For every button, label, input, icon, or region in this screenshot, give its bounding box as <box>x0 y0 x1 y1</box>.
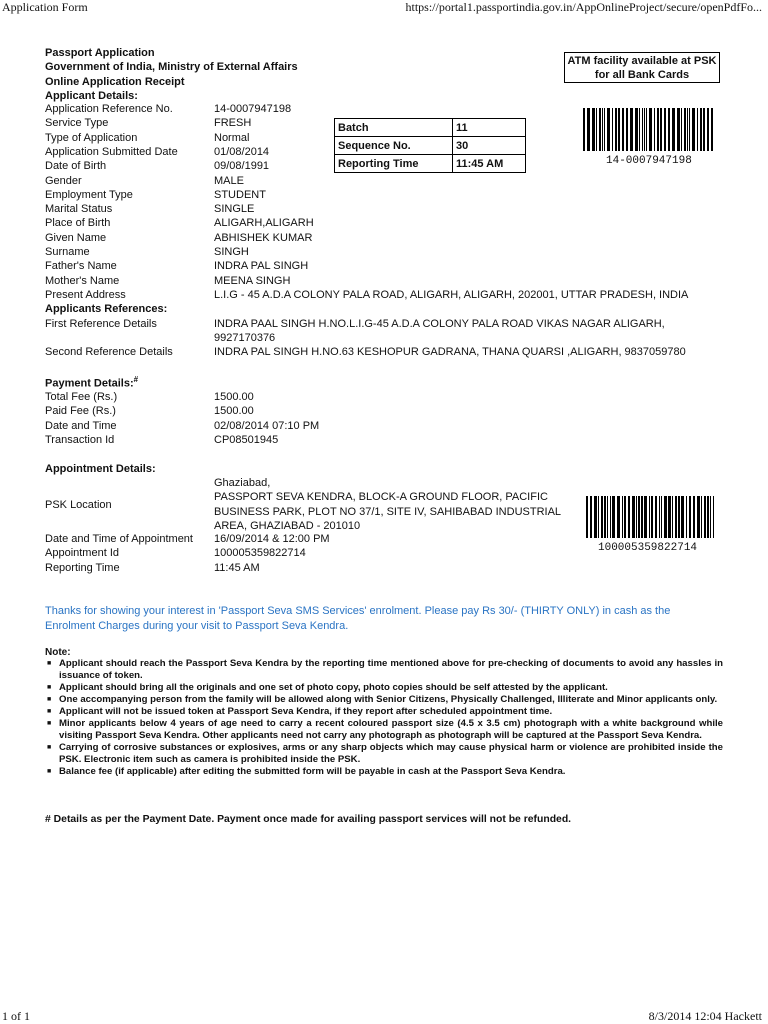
barcode-bar <box>661 496 662 538</box>
detail-value: FRESH <box>214 117 252 130</box>
barcode-bar <box>693 496 695 538</box>
header-line-4: Applicant Details: <box>45 89 138 102</box>
barcode-bar <box>610 496 611 538</box>
batch-value: 11 <box>453 119 526 137</box>
header-line-2: Government of India, Ministry of External Affairs <box>45 61 298 74</box>
refund-footnote: # Details as per the Payment Date. Payment once made for availing passport services will not be refunded. <box>45 814 572 825</box>
applicant-details <box>45 103 725 303</box>
sequence-label: Sequence No. <box>335 137 453 155</box>
barcode-bar <box>644 496 647 538</box>
sms-notice-line-1: Thanks for showing your interest in 'Passport Seva SMS Services' enrolment. Please pay Rs 30/- (THIRTY ONLY) in cash as the <box>45 605 671 617</box>
barcode-bar <box>622 496 623 538</box>
payment-details <box>45 391 445 449</box>
sms-service-notice <box>45 604 715 634</box>
note-item: ■ Applicant should reach the Passport Seva Kendra by the reporting time mentioned above for pre-checking of documents to avoid any hassles in issuance of token. <box>45 658 723 682</box>
barcode-bar <box>678 496 680 538</box>
barcode-bar <box>590 496 592 538</box>
note-item: ■ Applicant should bring all the originals and one set of photo copy, photo copies should be self attested by the applicant. <box>45 682 723 694</box>
detail-label: Date of Birth <box>45 160 107 173</box>
second-reference-label: Second Reference Details <box>45 346 173 358</box>
barcode-bar <box>675 496 677 538</box>
note-item: ■ Applicant will not be issued token at Passport Seva Kendra, if they report after scheduled appointment time. <box>45 706 723 718</box>
detail-value: Normal <box>214 131 250 144</box>
first-reference-line-1: INDRA PAAL SINGH H.NO.L.I.G-45 A.D.A COLONY PALA ROAD VIKAS NAGAR ALIGARH, <box>214 318 665 330</box>
barcode-bar <box>636 496 637 538</box>
psk-location-value <box>214 476 561 533</box>
detail-value: SINGLE <box>214 203 255 216</box>
detail-label: Application Submitted Date <box>45 145 178 158</box>
detail-label: Type of Application <box>45 131 138 144</box>
barcode-bar <box>664 496 667 538</box>
print-timestamp: 8/3/2014 12:04 Hackett <box>648 1009 762 1023</box>
appointment-barcode <box>586 496 716 538</box>
barcode-bar <box>632 496 635 538</box>
appointment-label: Date and Time of Appointment <box>45 533 193 545</box>
detail-label: Father's Name <box>45 260 117 273</box>
detail-label: Surname <box>45 246 90 258</box>
barcode-bar <box>649 496 650 538</box>
barcode-bar <box>604 496 606 538</box>
note-item: ■ Balance fee (if applicable) after editing the submitted form will be payable in cash at the Passport Seva Kendra. <box>45 766 723 778</box>
payment-label: Total Fee (Rs.) <box>45 391 118 403</box>
barcode-bar <box>651 496 653 538</box>
barcode-bar <box>655 496 657 538</box>
sms-notice-line-2: Enrolment Charges during your visit to Passport Seva Kendra. <box>45 620 349 632</box>
detail-label: Given Name <box>45 231 107 244</box>
application-barcode-text: 14-0007947198 <box>606 155 692 167</box>
payment-value: 1500.00 <box>214 405 254 418</box>
barcode-bar <box>681 496 684 538</box>
barcode-bar <box>689 496 691 538</box>
browser-url[interactable]: https://portal1.passportindia.gov.in/AppOnlineProject/secure/openPdfFo... <box>405 0 762 14</box>
batch-label: Batch <box>335 119 453 137</box>
payment-label: Transaction Id <box>45 433 115 446</box>
appointment-value: 11:45 AM <box>214 561 260 574</box>
page-count: 1 of 1 <box>2 1009 30 1023</box>
appointment-title: Appointment Details: <box>45 463 156 475</box>
detail-label: Employment Type <box>45 188 133 201</box>
appointment-details <box>45 533 445 577</box>
appointment-label: Reporting Time <box>45 561 120 574</box>
atm-line-1: ATM facility available at PSK <box>567 55 717 67</box>
psk-line-1: Ghaziabad, <box>214 477 271 489</box>
detail-label: Mother's Name <box>45 274 120 287</box>
barcode-bar <box>672 496 673 538</box>
barcode-bar <box>607 496 608 538</box>
detail-label: Place of Birth <box>45 217 111 230</box>
detail-value: MALE <box>214 174 244 187</box>
header-line-1: Passport Application <box>45 47 155 59</box>
notes-list <box>45 658 723 778</box>
payment-value: CP08501945 <box>214 433 279 446</box>
appointment-barcode-text: 100005359822714 <box>598 542 698 554</box>
atm-notice-box <box>564 52 720 83</box>
payment-footnote-mark: # <box>133 375 139 384</box>
browser-title: Application Form <box>2 0 88 14</box>
barcode-bar <box>659 496 660 538</box>
payment-value: 02/08/2014 07:10 PM <box>214 419 320 432</box>
reporting-value: 11:45 AM <box>453 155 526 173</box>
barcode-bar <box>704 496 706 538</box>
note-title: Note: <box>45 647 71 658</box>
payment-label: Paid Fee (Rs.) <box>45 405 116 418</box>
references-title: Applicants References: <box>45 303 168 315</box>
reporting-label: Reporting Time <box>335 155 453 173</box>
detail-label: Application Reference No. <box>45 103 173 115</box>
barcode-bar <box>707 496 709 538</box>
detail-value: ABHISHEK KUMAR <box>214 231 313 244</box>
appointment-label: Appointment Id <box>45 547 119 560</box>
first-reference-value <box>214 317 665 346</box>
barcode-bar <box>697 496 700 538</box>
barcode-bar <box>594 496 597 538</box>
appointment-value: 100005359822714 <box>214 547 306 560</box>
barcode-bar <box>686 496 687 538</box>
detail-value: L.I.G - 45 A.D.A COLONY PALA ROAD, ALIGARH, ALIGARH, 202001, UTTAR PRADESH, INDIA <box>214 288 689 301</box>
barcode-bar <box>628 496 630 538</box>
payment-title-text: Payment Details: <box>45 377 134 390</box>
barcode-bar <box>601 496 603 538</box>
note-item: ■ Minor applicants below 4 years of age need to carry a recent coloured passport size (4.5 x 3.5 cm) photograph with a white background while visiting Passport Seva Kendra. Other applicants need not carry any photograph as photograph will be captured at the Passport Seva Kendra. <box>45 718 723 742</box>
barcode-bar <box>668 496 671 538</box>
detail-value: STUDENT <box>214 188 266 201</box>
detail-value: 01/08/2014 <box>214 145 270 158</box>
psk-line-4: AREA, GHAZIABAD - 201010 <box>214 519 361 532</box>
psk-location-label: PSK Location <box>45 499 112 511</box>
detail-value: ALIGARH,ALIGARH <box>214 217 314 230</box>
note-item: ■ Carrying of corrosive substances or explosives, arms or any sharp objects which may cause physical harm or violence are prohibited inside the PSK. Electronic item such as camera is prohibited inside the PSK. <box>45 742 723 766</box>
detail-label: Present Address <box>45 288 126 301</box>
detail-label: Gender <box>45 174 82 187</box>
barcode-bar <box>586 496 588 538</box>
first-reference-line-2: 9927170376 <box>214 332 276 345</box>
detail-value: INDRA PAL SINGH <box>214 260 309 273</box>
barcode-bar <box>617 496 620 538</box>
second-reference-value: INDRA PAL SINGH H.NO.63 KESHOPUR GADRANA, THANA QUARSI ,ALIGARH, 9837059780 <box>214 346 686 358</box>
appointment-value: 16/09/2014 & 12:00 PM <box>214 533 330 545</box>
first-reference-label: First Reference Details <box>45 318 157 330</box>
barcode-bar <box>641 496 643 538</box>
detail-value: 14-0007947198 <box>214 103 292 115</box>
detail-value: SINGH <box>214 246 249 258</box>
psk-line-3: BUSINESS PARK, PLOT NO 37/1, SITE IV, SAHIBABAD INDUSTRIAL <box>214 505 562 518</box>
payment-title <box>45 375 138 390</box>
note-item: ■ One accompanying person from the family will be allowed along with Senior Citizens, Physically Challenged, Illiterate and Minor applicants only. <box>45 694 723 706</box>
detail-value: 09/08/1991 <box>214 160 270 173</box>
payment-value: 1500.00 <box>214 391 254 403</box>
barcode-bar <box>638 496 640 538</box>
sequence-value: 30 <box>453 137 526 155</box>
atm-line-2: for all Bank Cards <box>594 69 690 81</box>
barcode-bar <box>624 496 626 538</box>
header-line-3: Online Application Receipt <box>45 75 185 88</box>
psk-line-2: PASSPORT SEVA KENDRA, BLOCK-A GROUND FLOOR, PACIFIC <box>214 491 548 504</box>
detail-value: MEENA SINGH <box>214 274 291 287</box>
barcode-bar <box>598 496 599 538</box>
barcode-bar <box>713 496 714 538</box>
barcode-bar <box>710 496 711 538</box>
barcode-bar <box>701 496 702 538</box>
detail-label: Service Type <box>45 117 109 130</box>
detail-label: Marital Status <box>45 203 113 216</box>
payment-label: Date and Time <box>45 419 117 432</box>
receipt-header <box>45 46 298 103</box>
barcode-bar <box>612 496 615 538</box>
